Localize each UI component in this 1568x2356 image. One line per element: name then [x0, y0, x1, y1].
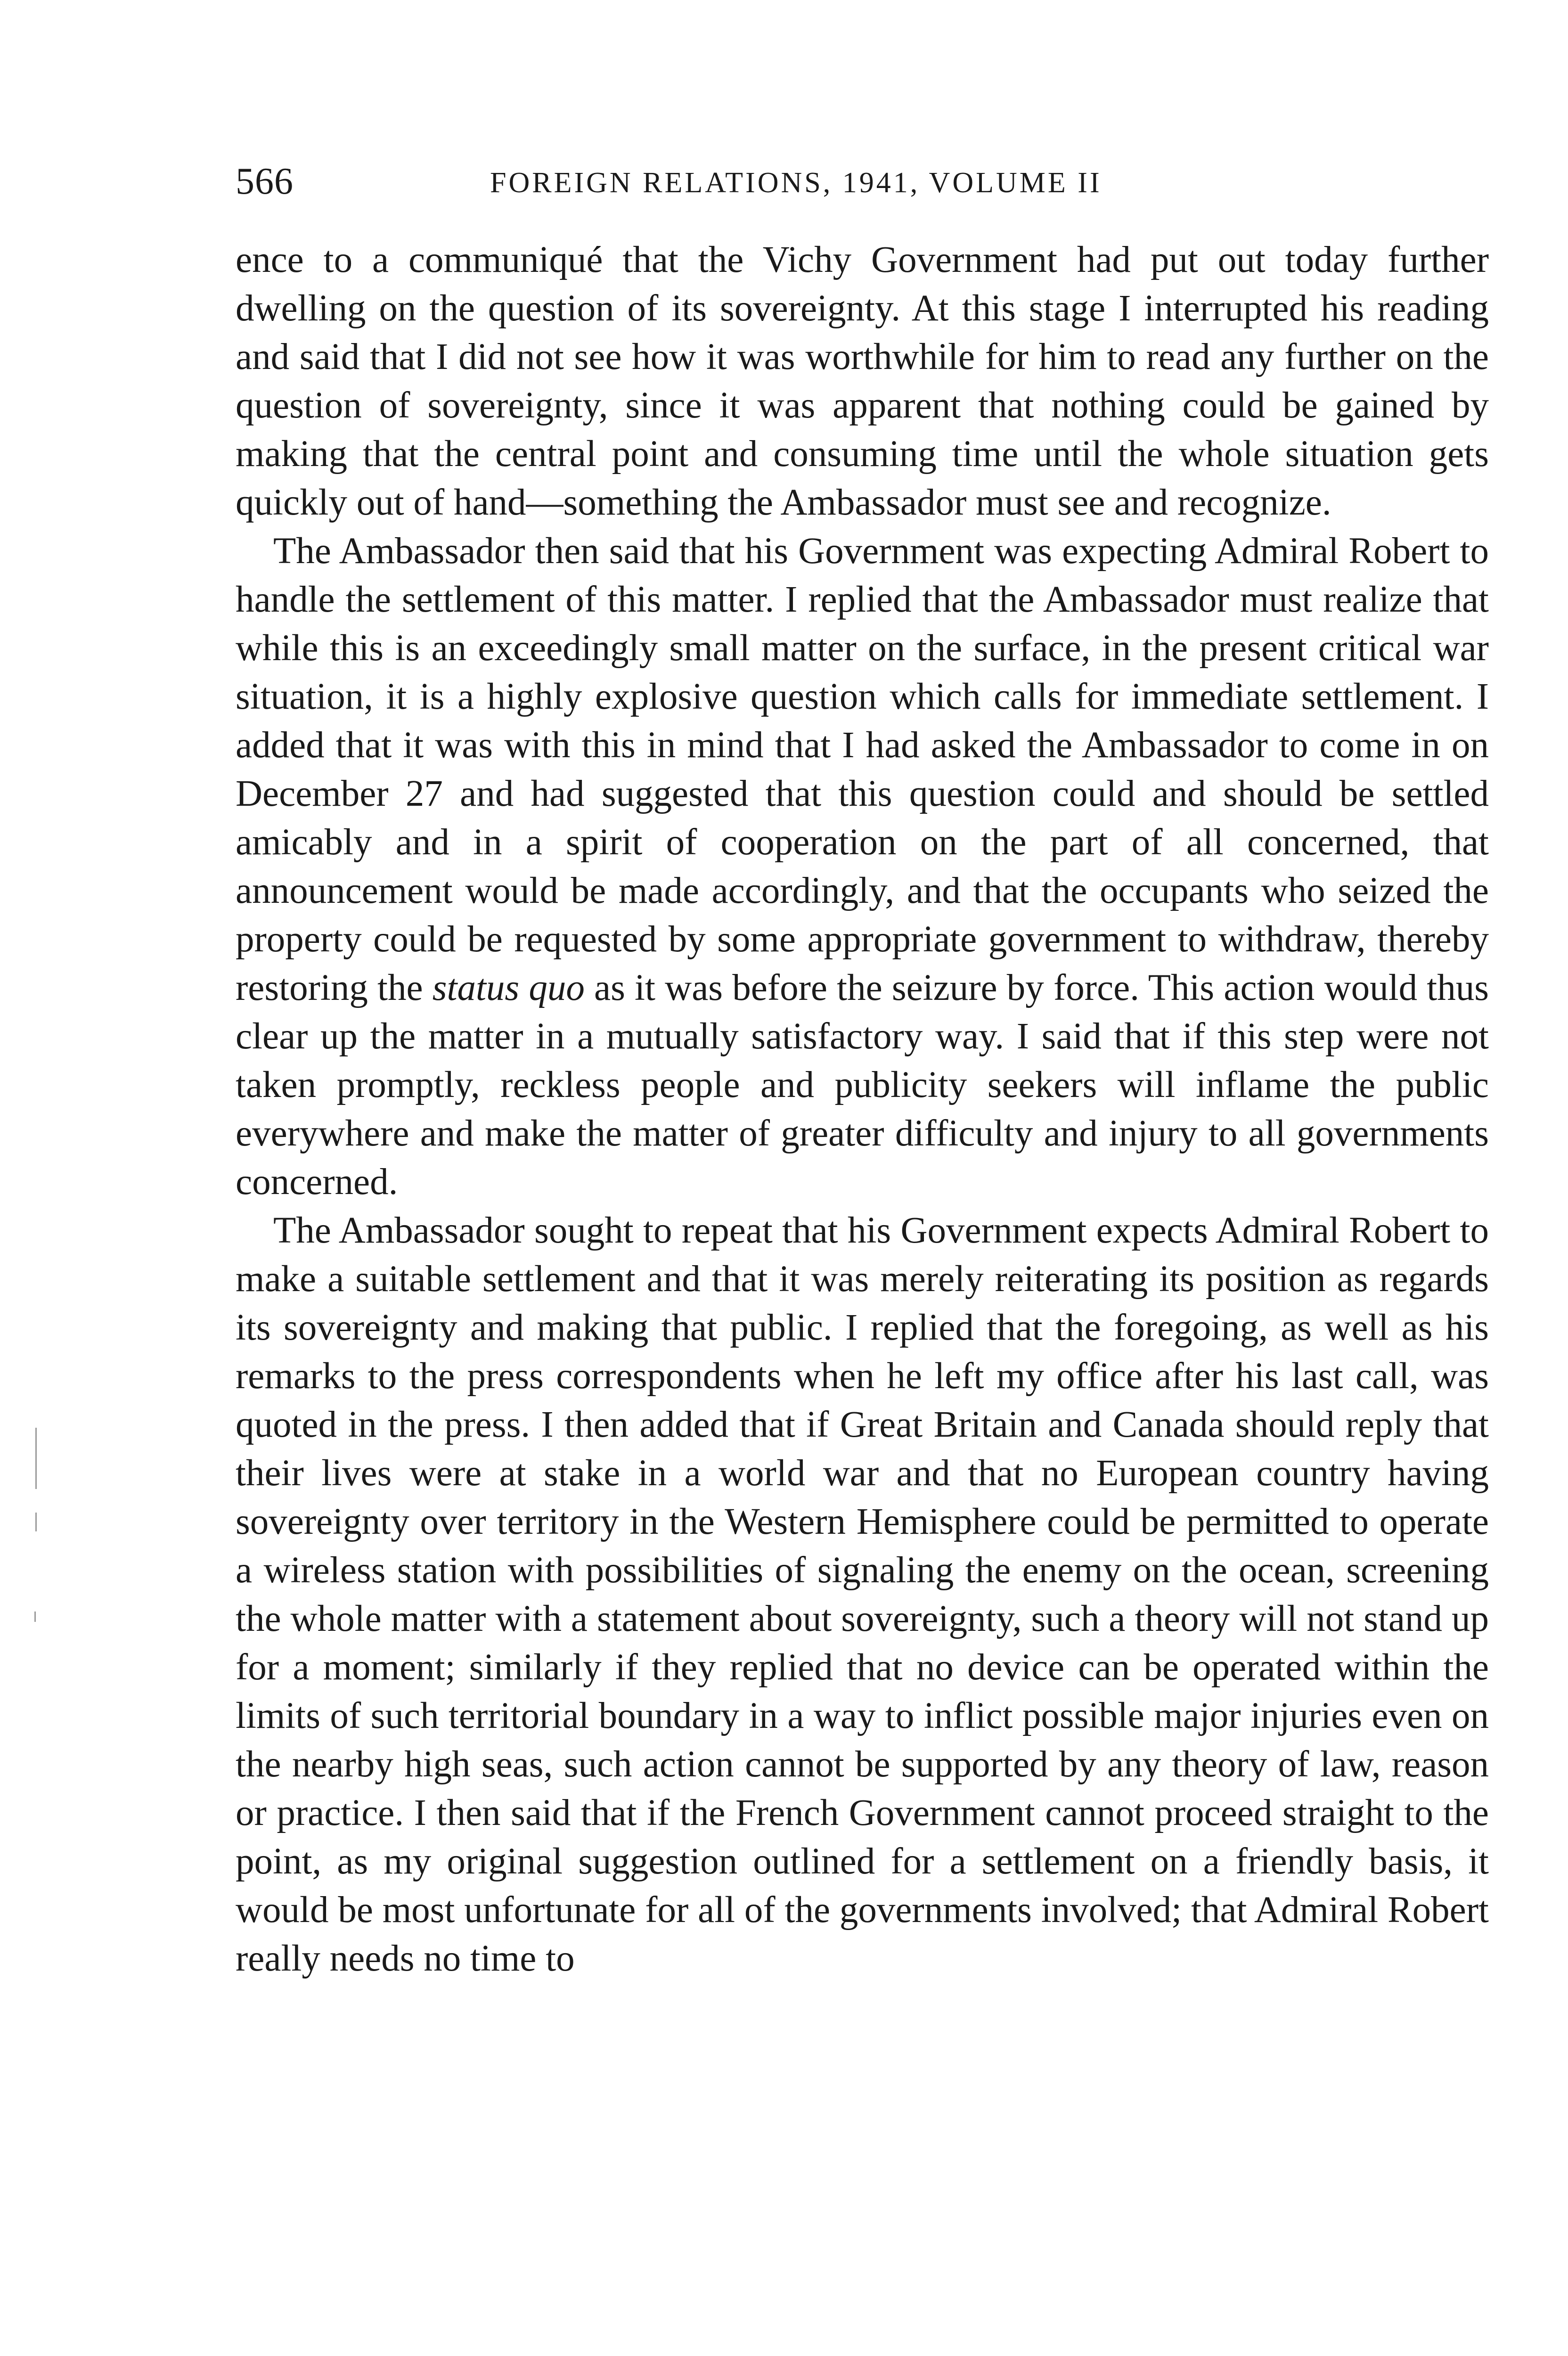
margin-scan-mark [34, 1612, 36, 1622]
running-head [236, 155, 1489, 207]
paragraph-text: The Ambassador sought to repeat that his Government expects Admiral Robert to make a suitable settlement and that it was merely reiterating its position as regards its sovereignty and making that public. I replied that the foregoing, as well as his remarks to the press correspondents when he left my office after his last call, was quoted in the press. I then added that if Great Britain and Canada should reply that their lives were at stake in a world war and that no European country having sovereignty over territory in the Western Hemisphere could be permitted to operate a wireless station with possibilities of signaling the enemy on the ocean, screening the whole matter with a statement about sovereignty, such a theory will not stand up for a moment; similarly if they replied that no device can be operated within the limits of such territorial boundary in a way to inflict possible major injuries even on the nearby high seas, such action cannot be supported by any theory of law, reason or practice. I then said that if the French Government cannot proceed straight to the point, as my original suggestion outlined for a settlement on a friendly basis, it would be most unfortunate for all of the governments involved; that Admiral Robert really needs no time to [236, 1210, 1489, 1979]
body-text [236, 236, 1489, 1983]
paragraph-text: ence to a communiqué that the Vichy Government had put out today further dwelling on the question of its sovereignty. At this stage I interrupted his reading and said that I did not see how it was worthwhile for him to read any further on the question of sovereignty, since it was apparent that nothing could be gained by making that the central point and consuming time until the whole situation gets quickly out of hand—something the Ambassador must see and recognize. [236, 239, 1489, 523]
margin-scan-mark [35, 1513, 37, 1531]
paragraph-text: as it was before the seizure by force. This action would thus clear up the matter in a mutually satisfactory way. I said that if this step were not taken promptly, reckless people and publicity seekers will inflame the public everywhere and make the matter of greater difficulty and injury to all governments concerned. [236, 967, 1489, 1203]
margin-scan-mark [35, 1428, 37, 1489]
paragraph-text: The Ambassador then said that his Government was expecting Admiral Robert to handle the settlement of this matter. I replied that the Ambassador must realize that while this is an exceedingly small matter on the surface, in the present critical war situation, it is a highly explosive question which calls for immediate settlement. I added that it was with this in mind that I had asked the Ambassador to come in on December 27 and had suggested that this question could and should be settled amicably and in a spirit of cooperation on the part of all concerned, that announcement would be made accordingly, and that the occupants who seized the property could be requested by some appropriate government to withdraw, thereby restoring the [236, 531, 1489, 1008]
paragraph [236, 527, 1489, 1206]
running-title: FOREIGN RELATIONS, 1941, VOLUME II [490, 167, 1102, 199]
italic-phrase: status quo [432, 967, 585, 1008]
paragraph [236, 1206, 1489, 1983]
paragraph [236, 236, 1489, 527]
page-number: 566 [236, 161, 294, 202]
